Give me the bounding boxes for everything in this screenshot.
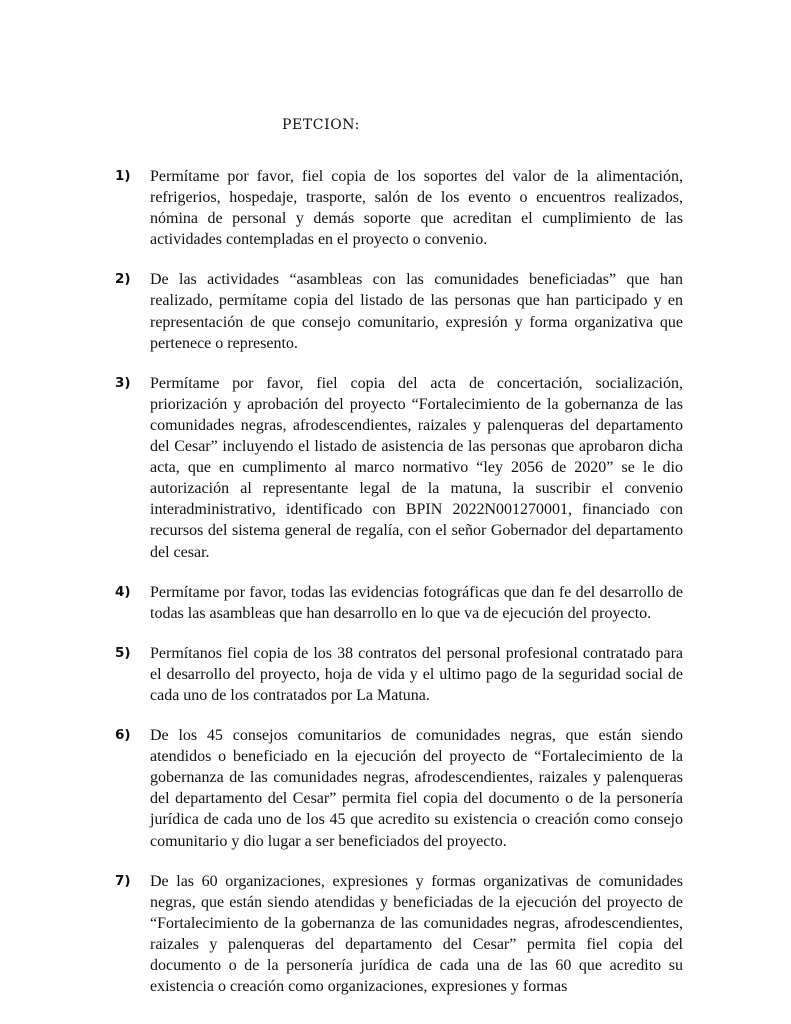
item-text: Permítame por favor, fiel copia del acta de concertación, socialización, priorización y aprobación del proyecto “Fortalecimiento de la gobernanza de las comunidades negras, afrodescendientes, raizales y palenqueras del departamento del Cesar” incluyendo el listado de asistencia de las personas que aprobaron dicha acta, que en cumplimento al marco normativo “ley 2056 de 2020” se le dio autorización al representante legal de la matuna, la suscribir el convenio interadministrativo, identificado con BPIN 2022N001270001, financiado con recursos del sistema general de regalía, con el señor Gobernador del departamento del cesar. — [150, 374, 683, 561]
item-text: Permítame por favor, todas las evidencias fotográficas que dan fe del desarrollo de todas las asambleas que han desarrollo en lo que va de ejecución del proyecto. — [150, 583, 683, 622]
item-number: 6) — [115, 727, 131, 744]
petition-item-2 — [115, 269, 683, 353]
item-text: De las actividades “asambleas con las comunidades beneficiadas” que han realizado, permítame copia del listado de las personas que han participado y en representación de que consejo comunitario, expresión y forma organizativa que pertenece o represento. — [150, 271, 683, 352]
petition-list — [115, 166, 683, 1016]
petition-item-5 — [115, 643, 683, 706]
item-number: 1) — [115, 168, 131, 184]
petition-item-1 — [115, 166, 683, 250]
item-text: De las 60 organizaciones, expresiones y formas organizativas de comunidades negras, que están siendo atendidas y beneficiadas de la ejecución del proyecto de “Fortalecimiento de la gobernanza de las comunidades negras, afrodescendientes, raizales y palenqueras del departamento del Cesar” permita fiel copia del documento o de la personería jurídica de cada una de las 60 que acredito su existencia o creación como organizaciones, expresiones y formas — [150, 872, 683, 996]
item-number: 7) — [115, 872, 131, 889]
item-number: 5) — [115, 644, 131, 661]
item-number: 3) — [115, 374, 131, 391]
petition-item-4 — [115, 582, 683, 624]
item-text: Permítame por favor, fiel copia de los soportes del valor de la alimentación, refrigerios, hospedaje, trasporte, salón de los evento o encuentros realizados, nómina de personal y demás soporte que acreditan el cumplimiento de las actividades contempladas en el proyecto o convenio. — [150, 168, 683, 249]
document-title: PETCION: — [282, 117, 360, 133]
petition-item-7 — [115, 871, 683, 998]
item-text: Permítanos fiel copia de los 38 contratos del personal profesional contratado para el desarrollo del proyecto, hoja de vida y el ultimo pago de la seguridad social de cada uno de los contratados por La Matuna. — [150, 644, 683, 704]
item-text: De los 45 consejos comunitarios de comunidades negras, que están siendo atendidos o beneficiado en la ejecución del proyecto de “Fortalecimiento de la gobernanza de las comunidades negras, afrodescendientes, raizales y palenqueras del departamento del Cesar” permita fiel copia del documento o de la personería jurídica de cada uno de los 45 que acredito su existencia o creación como consejo comunitario y dio lugar a ser beneficiados del proyecto. — [150, 727, 683, 850]
item-number: 2) — [115, 271, 131, 288]
petition-item-3 — [115, 373, 683, 563]
petition-item-6 — [115, 725, 683, 852]
item-number: 4) — [115, 583, 131, 600]
